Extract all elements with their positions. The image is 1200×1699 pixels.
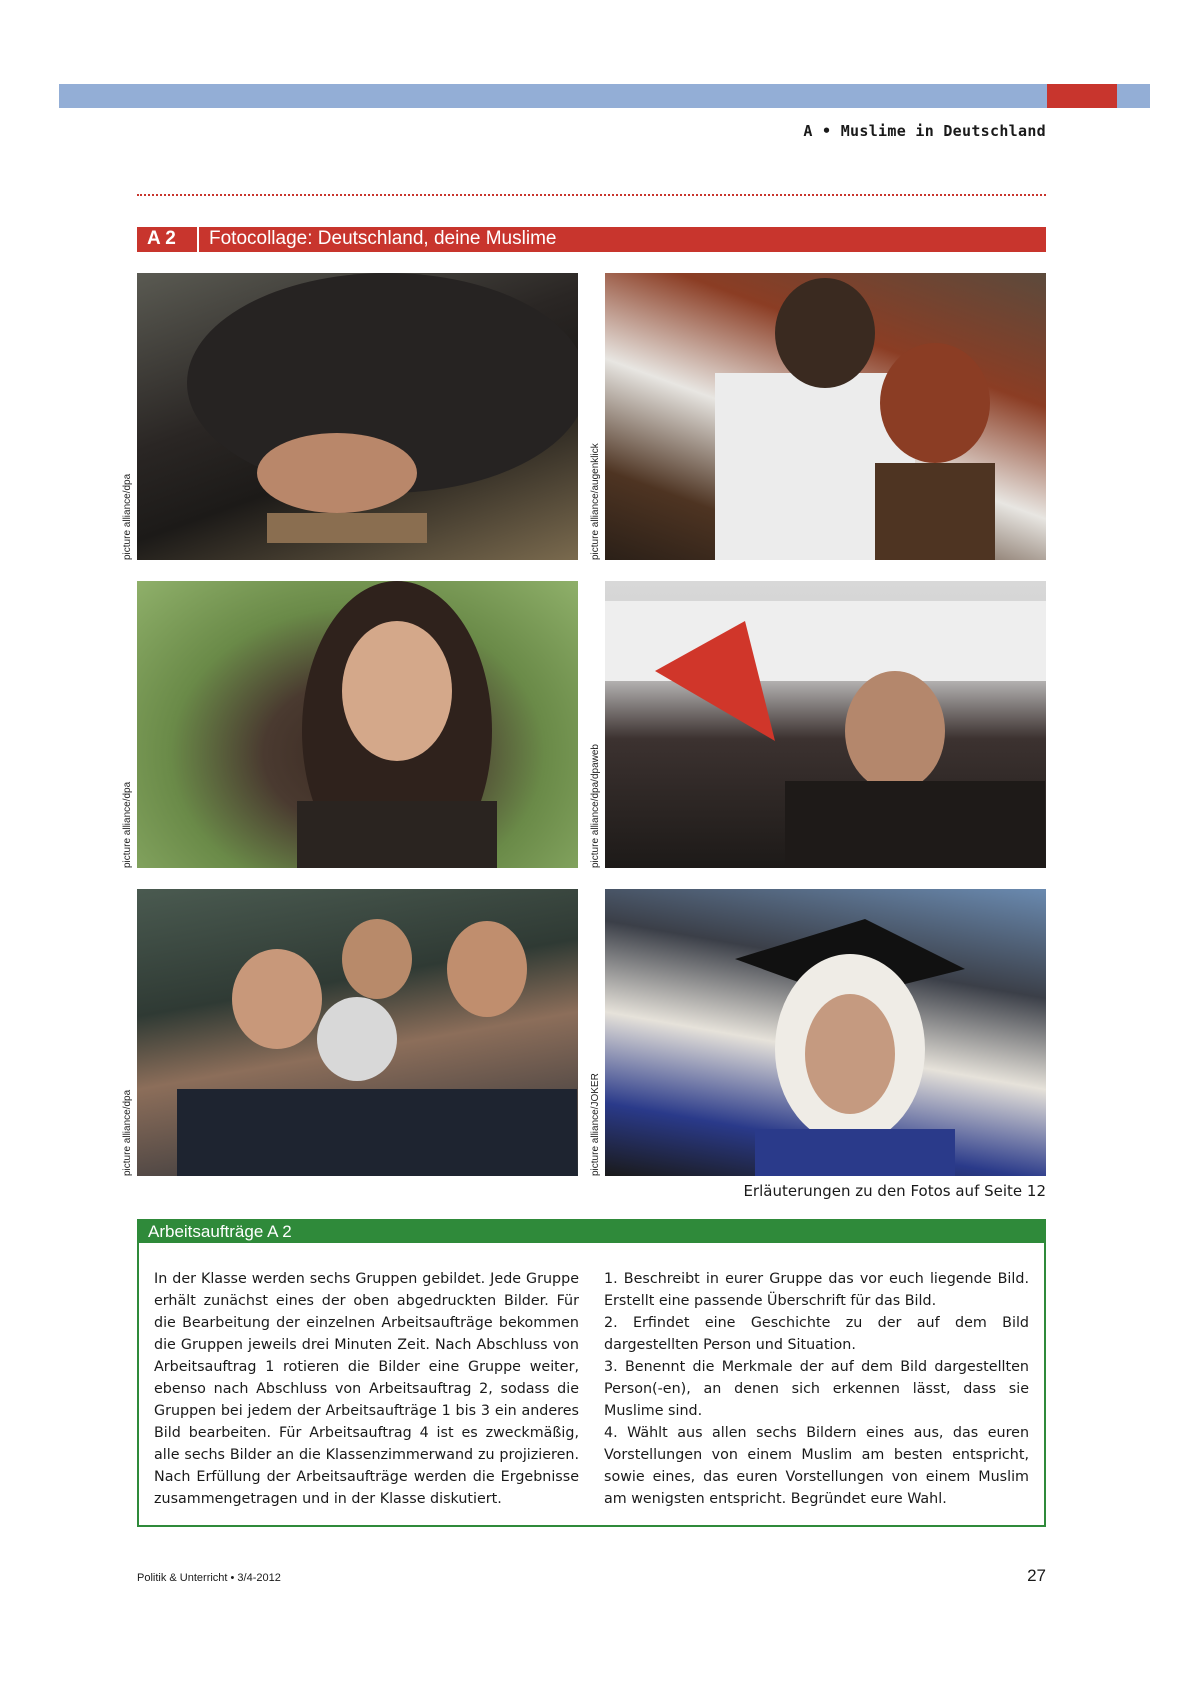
a2-title-bar	[137, 227, 1046, 252]
dotted-divider	[137, 194, 1046, 196]
photo-credit: picture alliance/augenklick	[590, 443, 601, 560]
protester-megaphone-photo	[605, 581, 1046, 868]
section-label: A • Muslime in Deutschland	[803, 122, 1046, 140]
photo-caption: Erläuterungen zu den Fotos auf Seite 12	[743, 1182, 1046, 1200]
task-item: 1. Beschreibt in eurer Gruppe das vor euch liegende Bild. Erstellt eine passende Überschrift für das Bild.	[604, 1271, 1029, 1309]
football-fans-photo	[605, 273, 1046, 560]
a2-title: Fotocollage: Deutschland, deine Muslime	[209, 228, 557, 249]
task-item: 3. Benennt die Merkmale der auf dem Bild dargestellten Person(-en), an denen sich erkennen lässt, dass sie Muslime sind.	[604, 1359, 1029, 1419]
praying-man-illustration	[137, 273, 578, 560]
graduate-woman-photo	[605, 889, 1046, 1176]
tasks-heading: Arbeitsaufträge A 2	[148, 1222, 292, 1241]
protester-illustration	[605, 581, 1046, 868]
a2-code: A 2	[147, 228, 176, 249]
tasks-heading-bar	[139, 1221, 1044, 1243]
school-boys-illustration	[137, 889, 578, 1176]
school-boys-photo	[137, 889, 578, 1176]
photo-credit: picture alliance/dpa/dpaweb	[590, 744, 601, 868]
photo-credit: picture alliance/dpa	[122, 1089, 133, 1176]
tasks-list-column	[604, 1268, 1029, 1510]
page-number: 27	[1027, 1566, 1046, 1585]
football-fans-illustration	[605, 273, 1046, 560]
tasks-intro: In der Klasse werden sechs Gruppen gebildet. Jede Gruppe erhält zunächst eines der oben abgedruckten Bilder. Für die Bearbeitung der einzelnen Arbeitsaufträge bekommen die Gruppen jeweils drei Minuten Zeit. Nach Abschluss von Arbeitsauftrag 1 rotieren die Bilder eine Gruppe weiter, ebenso nach Abschluss von Arbeitsauftrag 2, sodass die Gruppen bei jedem der Arbeitsaufträge 1 bis 3 ein anderes Bild bearbeiten. Für Arbeitsauftrag 4 ist es zweckmäßig, alle sechs Bilder an die Klassenzimmerwand zu projizieren. Nach Erfüllung der Arbeitsaufträge werden die Ergebnisse zusammengetragen und in der Klasse diskutiert.	[154, 1271, 579, 1507]
photo-credit: picture alliance/dpa	[122, 473, 133, 560]
a2-separator	[197, 227, 199, 252]
header-color-bar	[59, 84, 1150, 108]
graduate-woman-illustration	[605, 889, 1046, 1176]
task-item: 4. Wählt aus allen sechs Bildern eines aus, das euren Vorstellungen von einem Muslim am besten entspricht, sowie eines, das euren Vorstellungen von einem Muslim am wenigsten entspricht. Begründet eure Wahl.	[604, 1425, 1029, 1507]
publication-footer: Politik & Unterricht • 3/4-2012	[137, 1572, 281, 1584]
header-accent-block	[1047, 84, 1117, 108]
photo-credit: picture alliance/dpa	[122, 781, 133, 868]
young-woman-portrait-photo	[137, 581, 578, 868]
task-item: 2. Erfindet eine Geschichte zu der auf dem Bild dargestellten Person und Situation.	[604, 1315, 1029, 1353]
young-woman-illustration	[137, 581, 578, 868]
tasks-box	[137, 1219, 1046, 1527]
photo-credit: picture alliance/JOKER	[590, 1073, 601, 1176]
tasks-intro-column	[154, 1268, 579, 1510]
praying-man-photo	[137, 273, 578, 560]
